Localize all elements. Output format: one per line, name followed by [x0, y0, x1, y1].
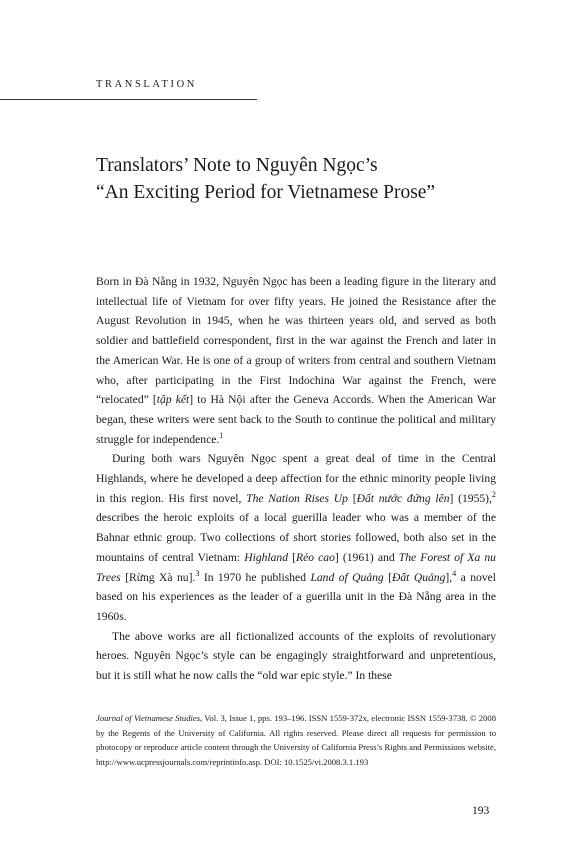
title-line-2: “An Exciting Period for Vietnamese Prose”	[96, 182, 436, 203]
footnote-ref-1[interactable]: 1	[219, 430, 224, 440]
viet-term: tập kết	[156, 393, 190, 407]
paragraph-2: During both wars Nguyên Ngọc spent a great deal of time in the Central Highlands, where he developed a deep affection for the ethnic minority people living in this region. His first novel, The Nation Rises Up [Đất nước đứng lên] (1955),$^2$ describes the heroic exploits of a local guerilla leader who was a member of the Bahnar ethnic group. Two collections of short stories followed, both also set in the mountains of central Vietnam: Highland [Rẻo cao] (1961) and The Forest of Xa nu Trees [Rừng Xà nu].$^3$ In 1970 he published Land of Quảng [Đất Quảng],$^4$ a novel based on his experiences as the leader of a guerilla unit in the Đà Nẵng area in the 1960s.	[96, 452, 496, 623]
paragraph-1: Born in Đà Nẵng in 1932, Nguyên Ngọc has been a leading figure in the literary and intellectual life of Vietnam for over fifty years. He joined the Resistance after the August Revolution in 1945, when he was thirteen years old, and served as both soldier and battlefield correspondent, first in the war against the French and later in the American War. He is one of a group of writers from central and southern Vietnam who, after participating in the First Indochina War against the French, were “relocated” [tập kết] to Hà Nội after the Geneva Accords. When the American War began, these writers were sent back to the South to continue the political and military struggle for independence.$^1$	[96, 275, 496, 446]
page-number: 193	[472, 805, 490, 817]
paragraph-3: The above works are all fictionalized accounts of the exploits of revolutionary heroes. Nguyên Ngọc’s style can be engagingly straightforward and unpretentious, but it is still what he now calls the “old war epic style.” In these	[96, 629, 496, 683]
article-body	[96, 272, 496, 686]
novel-title: Land of Quảng	[310, 570, 384, 584]
footnote-ref-4[interactable]: 4	[452, 568, 457, 578]
journal-name: Journal of Vietnamese Studies	[96, 713, 201, 723]
footnote-ref-2[interactable]: 2	[491, 489, 496, 499]
section-label: TRANSLATION	[96, 79, 197, 90]
footnote-ref-3[interactable]: 3	[195, 568, 200, 578]
publication-footnote: Journal of Vietnamese Studies, Vol. 3, Issue 1, pps. 193–196. ISSN 1559-372x, electronic ISSN 1559-3738. © 2008 by the Regents of the University of California. All rights reserved. Please direct all requests for permission to photocopy or reproduce article content through the University of California Press’s Rights and Permissions website, http://www.ucpressjournals.com/reprintinfo.asp. DOI: 10.1525/vi.2008.3.1.193	[96, 713, 496, 767]
article-title	[96, 152, 496, 206]
collection-title: The Forest of Xa nu Trees	[96, 550, 496, 584]
novel-title: The Nation Rises Up	[246, 491, 348, 505]
title-line-1: Translators’ Note to Nguyên Ngọc’s	[96, 155, 378, 176]
collection-title: Highland	[244, 550, 289, 564]
novel-title-vietnamese: Đất Quảng	[392, 570, 446, 584]
collection-title-vietnamese: Rẻo cao	[296, 550, 335, 564]
novel-title-vietnamese: Đất nước đứng lên	[356, 491, 450, 505]
section-divider	[0, 99, 257, 100]
